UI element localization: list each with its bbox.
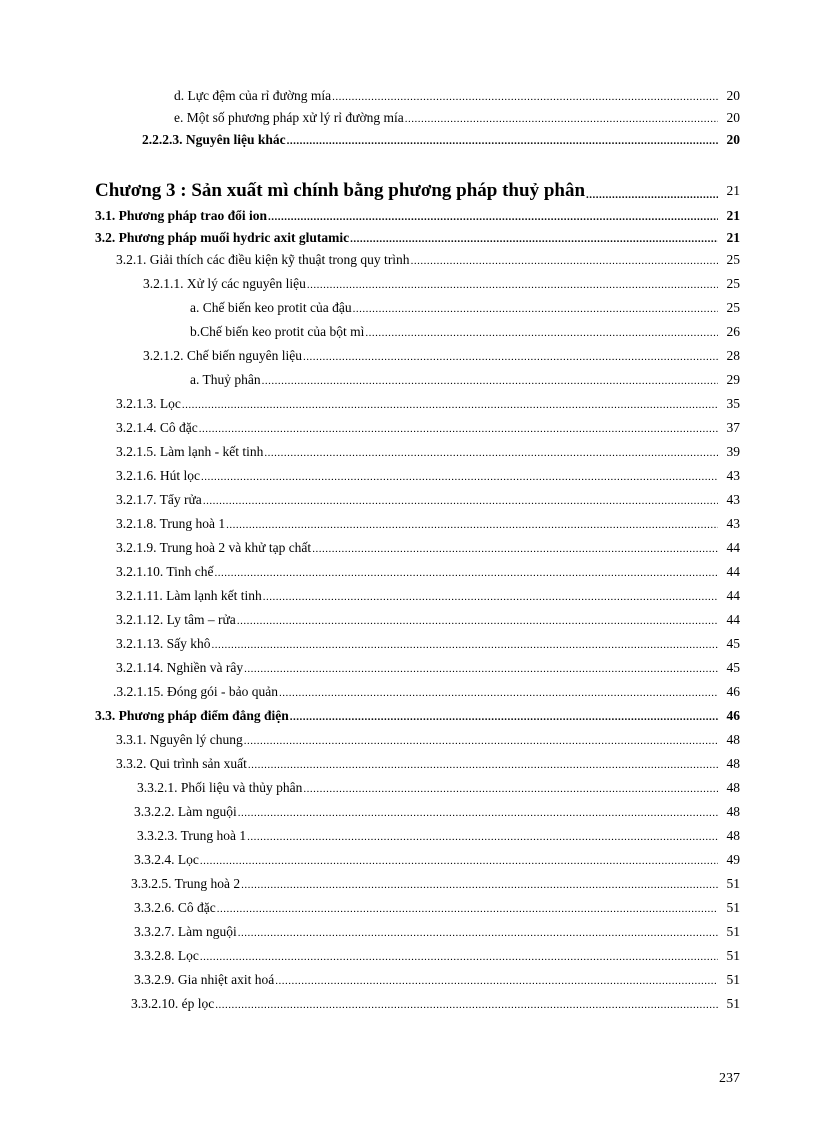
toc-entry-label: 3.2.1.13. Sấy khô — [116, 636, 211, 651]
toc-entry — [116, 584, 740, 604]
toc-leader-dots — [215, 998, 718, 1012]
toc-entry-label: 3.2.1.14. Nghiền và rây — [116, 660, 244, 675]
toc-entry — [190, 320, 740, 340]
toc-leader-dots — [244, 662, 718, 676]
toc-entry-label: 3.3.2.3. Trung hoà 1 — [137, 828, 247, 843]
toc-leader-dots — [303, 350, 718, 364]
toc-entry-page: 44 — [726, 564, 740, 579]
toc-entry-label: 3.2.1.2. Chế biến nguyên liệu — [143, 348, 302, 363]
toc-leader-dots — [268, 210, 718, 224]
toc-entry-label: 3.3.1. Nguyên lý chung — [116, 732, 243, 747]
toc-entry-label: 3.3.2.9. Gia nhiệt axit hoá — [134, 972, 275, 987]
toc-leader-dots — [405, 112, 718, 126]
toc-entry-page: 43 — [726, 492, 740, 507]
toc-entry-page: 37 — [726, 420, 740, 435]
toc-entry-label: 3.2.1.1. Xử lý các nguyên liệu — [143, 276, 306, 291]
toc-entry-label: 3.3.2.1. Phối liệu và thủy phân — [137, 780, 303, 795]
toc-leader-dots — [275, 974, 718, 988]
toc-leader-dots — [212, 638, 719, 652]
toc-entry-page: 51 — [726, 948, 740, 963]
toc-leader-dots — [200, 854, 718, 868]
toc-entry-page: 51 — [726, 876, 740, 891]
toc-entry-page: 51 — [726, 924, 740, 939]
toc-entry-page: 44 — [726, 540, 740, 555]
toc-leader-dots — [279, 686, 718, 700]
toc-entry — [137, 824, 740, 844]
toc-entry-page: 43 — [726, 468, 740, 483]
toc-entry-label: a. Chế biến keo protit của đậu — [190, 300, 352, 315]
toc-entry — [131, 992, 740, 1012]
toc-leader-dots — [350, 232, 718, 246]
toc-entry — [190, 296, 740, 316]
toc-entry-label: Chương 3 : Sản xuất mì chính bằng phương pháp thuỷ phân — [95, 180, 586, 201]
toc-leader-dots — [226, 518, 718, 532]
toc-entry-page: 39 — [726, 444, 740, 459]
toc-entry-label: 3.2.1.6. Hút lọc — [116, 468, 200, 483]
toc-entry — [134, 800, 740, 820]
toc-entry — [134, 848, 740, 868]
toc-leader-dots — [262, 374, 718, 388]
toc-entry — [131, 872, 740, 892]
toc-entry-label: 3.2.1.9. Trung hoà 2 và khử tạp chất — [116, 540, 312, 555]
toc-entry — [95, 226, 740, 246]
toc-entry — [143, 344, 740, 364]
toc-entry-label: 3.2.1.8. Trung hoà 1 — [116, 516, 226, 531]
toc-entry-label: 3.3.2.7. Làm nguội — [134, 924, 237, 939]
toc-entry-page: 21 — [726, 208, 740, 223]
toc-entry-label: 3.3.2.2. Làm nguội — [134, 804, 237, 819]
toc-leader-dots — [182, 398, 718, 412]
toc-entry-label: 3.2.1.7. Tẩy rửa — [116, 492, 202, 507]
toc-entry-page: 46 — [726, 684, 740, 699]
toc-entry-page: 48 — [726, 780, 740, 795]
toc-entry — [116, 608, 740, 628]
toc-entry — [116, 656, 740, 676]
toc-entry-label: 3.2.1.3. Lọc — [116, 396, 181, 411]
toc-entry-label: 3.3.2.4. Lọc — [134, 852, 199, 867]
toc-entry — [95, 204, 740, 224]
toc-entry-label: 3.3. Phương pháp điểm đẳng điện — [95, 708, 289, 723]
toc-leader-dots — [264, 446, 718, 460]
toc-entry — [142, 128, 740, 148]
toc-entry-label: 3.3.2.6. Cô đặc — [134, 900, 216, 915]
toc-entry-page: 51 — [726, 972, 740, 987]
toc-entry-label: 3.3.2.8. Lọc — [134, 948, 199, 963]
toc-leader-dots — [238, 806, 718, 820]
toc-leader-dots — [411, 254, 718, 268]
toc-entry — [116, 632, 740, 652]
toc-entry — [95, 704, 740, 724]
toc-entry-page: 44 — [726, 588, 740, 603]
toc-leader-dots — [263, 590, 718, 604]
toc-entry-label: 3.3.2. Qui trình sản xuất — [116, 756, 247, 771]
toc-entry-page: 46 — [726, 708, 740, 723]
toc-entry — [116, 560, 740, 580]
toc-entry — [143, 272, 740, 292]
toc-entry — [134, 896, 740, 916]
toc-chapter-entry — [95, 176, 740, 202]
toc-entry — [116, 416, 740, 436]
toc-leader-dots — [241, 878, 718, 892]
toc-entry-label: e. Một số phương pháp xử lý rỉ đường mía — [174, 110, 404, 125]
toc-entry-label: 3.2.1.11. Làm lạnh kết tinh — [116, 588, 262, 603]
toc-entry-label: 3.2.1.12. Ly tâm – rửa — [116, 612, 236, 627]
toc-entry — [116, 488, 740, 508]
toc-entry-page: 48 — [726, 804, 740, 819]
toc-entry-page: 21 — [726, 183, 740, 198]
toc-entry-page: 51 — [726, 900, 740, 915]
toc-leader-dots — [237, 614, 718, 628]
toc-entry-page: 25 — [726, 276, 740, 291]
toc-entry-page: 45 — [726, 660, 740, 675]
toc-leader-dots — [332, 90, 718, 104]
toc-entry-page: 48 — [726, 756, 740, 771]
toc-entry — [116, 536, 740, 556]
toc-entry-label: a. Thuỷ phân — [190, 372, 261, 387]
toc-entry-page: 25 — [726, 252, 740, 267]
toc-entry-page: 20 — [726, 88, 740, 103]
toc-leader-dots — [215, 566, 718, 580]
toc-entry-label: 3.3.2.5. Trung hoà 2 — [131, 876, 241, 891]
toc-entry-page: 43 — [726, 516, 740, 531]
toc-entry-label: 3.1. Phương pháp trao đổi ion — [95, 208, 267, 223]
toc-leader-dots — [238, 926, 718, 940]
toc-entry-page: 51 — [726, 996, 740, 1011]
toc-entry — [116, 512, 740, 532]
toc-entry — [174, 106, 740, 126]
page-number: 237 — [719, 1071, 740, 1086]
toc-entry-label: d. Lực đệm của rỉ đường mía — [174, 88, 332, 103]
toc-leader-dots — [312, 542, 718, 556]
toc-leader-dots — [203, 494, 718, 508]
toc-leader-dots — [199, 422, 718, 436]
toc-entry-page: 20 — [726, 132, 740, 147]
toc-entry-page: 35 — [726, 396, 740, 411]
toc-entry-label: 3.2. Phương pháp muối hydric axit glutamic — [95, 230, 350, 245]
toc-entry — [113, 680, 740, 700]
toc-entry — [134, 920, 740, 940]
toc-entry-page: 20 — [726, 110, 740, 125]
toc-entry — [137, 776, 740, 796]
toc-entry — [190, 368, 740, 388]
toc-leader-dots — [247, 830, 718, 844]
toc-entry-page: 29 — [726, 372, 740, 387]
toc-entry-page: 21 — [726, 230, 740, 245]
toc-entry-page: 48 — [726, 828, 740, 843]
toc-entry-page: 45 — [726, 636, 740, 651]
toc-entry — [116, 440, 740, 460]
toc-entry-page: 48 — [726, 732, 740, 747]
toc-entry-page: 28 — [726, 348, 740, 363]
toc-entry — [134, 944, 740, 964]
toc-entry-page: 44 — [726, 612, 740, 627]
toc-entry-label: 3.3.2.10. ép lọc — [131, 996, 215, 1011]
toc-entry-page: 26 — [726, 324, 740, 339]
toc-entry-label: .3.2.1.15. Đóng gói - bảo quản — [113, 684, 278, 699]
toc-entry — [116, 752, 740, 772]
toc-leader-dots — [244, 734, 718, 748]
toc-entry-page: 25 — [726, 300, 740, 315]
toc-leader-dots — [248, 758, 718, 772]
toc-entry-label: 3.2.1.4. Cô đặc — [116, 420, 198, 435]
toc-leader-dots — [287, 134, 718, 148]
toc-leader-dots — [353, 302, 718, 316]
toc-leader-dots — [217, 902, 718, 916]
toc-leader-dots — [290, 710, 718, 724]
toc-entry — [116, 464, 740, 484]
toc-entry-label: 3.2.1. Giải thích các điều kiện kỹ thuật trong quy trình — [116, 252, 410, 267]
toc-entry-page: 49 — [726, 852, 740, 867]
toc-entry-label: b.Chế biến keo protit của bột mì — [190, 324, 365, 339]
toc-entry — [174, 84, 740, 104]
toc-entry — [116, 392, 740, 412]
toc-leader-dots — [365, 326, 718, 340]
toc-entry — [116, 728, 740, 748]
toc-leader-dots — [586, 188, 718, 202]
toc-entry-label: 3.2.1.10. Tinh chế — [116, 564, 214, 579]
toc-entry — [116, 248, 740, 268]
toc-entry — [134, 968, 740, 988]
toc-leader-dots — [200, 950, 718, 964]
toc-leader-dots — [201, 470, 718, 484]
toc-entry-label: 3.2.1.5. Làm lạnh - kết tinh — [116, 444, 264, 459]
toc-leader-dots — [303, 782, 718, 796]
toc-entry-label: 2.2.2.3. Nguyên liệu khác — [142, 132, 286, 147]
toc-leader-dots — [307, 278, 718, 292]
